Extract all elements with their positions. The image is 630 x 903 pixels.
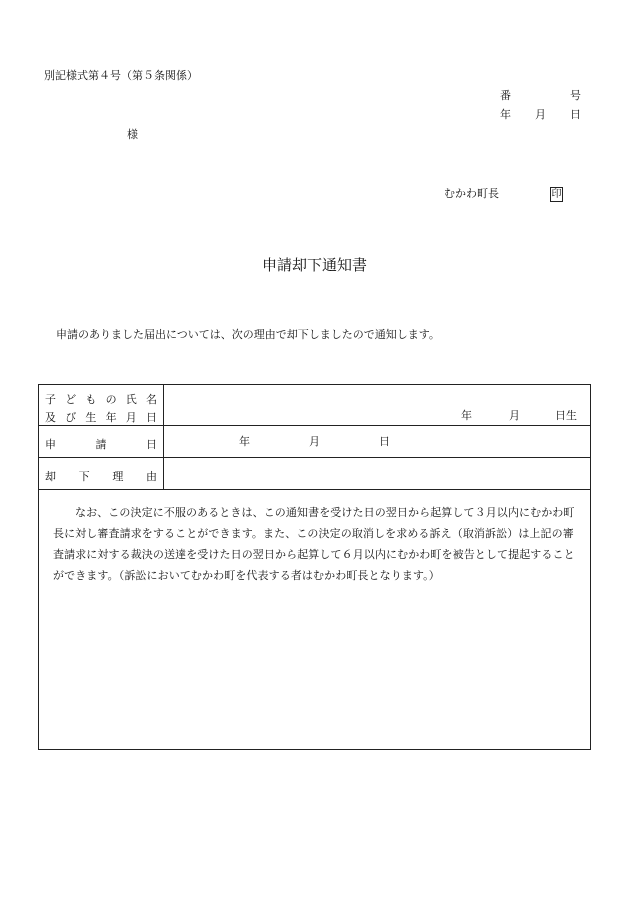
label-char: 請 [95, 438, 107, 451]
intro-text: 申請のありました届出については、次の理由で却下しましたので通知します。 [56, 328, 440, 341]
apply-date-label [45, 436, 157, 452]
doc-number-label: 番 [500, 89, 511, 102]
reason-row [39, 458, 590, 490]
date-day: 日 [570, 108, 581, 121]
label-char: 申 [45, 438, 56, 451]
birth-year: 年 [461, 409, 472, 422]
birth-month: 月 [509, 409, 520, 422]
apply-date-row [39, 426, 590, 458]
label-char: 名 [145, 393, 157, 406]
apply-month: 月 [309, 435, 320, 448]
birth-day: 日生 [555, 409, 577, 422]
label-char: び [65, 411, 77, 424]
label-char: 却 [45, 470, 56, 483]
form-reference: 別記様式第４号（第５条関係） [44, 69, 198, 82]
label-char: 子 [45, 393, 56, 406]
apply-year: 年 [239, 435, 250, 448]
label-char: 理 [112, 470, 124, 483]
label-char: 月 [125, 411, 137, 424]
document-title: 申請却下通知書 [262, 256, 368, 274]
label-char: ど [65, 393, 77, 406]
label-char: 及 [45, 411, 56, 424]
label-char: 生 [85, 411, 97, 424]
date-year: 年 [500, 108, 511, 121]
apply-day: 日 [379, 435, 390, 448]
seal-glyph: 印 [551, 189, 562, 200]
child-name-label [45, 391, 157, 407]
child-name-row [39, 385, 590, 426]
doc-number-suffix: 号 [570, 89, 581, 102]
notice-form-table [38, 384, 591, 750]
issuer-name: むかわ町長 [444, 187, 499, 200]
label-char: 日 [146, 438, 157, 451]
birthdate-label [45, 409, 157, 425]
label-char: 由 [145, 470, 157, 483]
label-char: の [105, 393, 117, 406]
appeal-notice: なお、この決定に不服のあるときは、この通知書を受けた日の翌日から起算して３月以内にむかわ町長に対し審査請求をすることができます。また、この決定の取消しを求める訴え（取消訴訟）は上記の審査請求に対する裁決の送達を受けた日の翌日から起算して６月以内にむかわ町を被告として提起することができます。（訴訟においてむかわ町を代表する者はむかわ町長となります。） [53, 506, 575, 582]
label-char: 年 [105, 411, 117, 424]
label-char: 日 [145, 411, 157, 424]
label-char: も [85, 393, 97, 406]
date-month: 月 [535, 108, 546, 121]
label-char: 下 [78, 470, 90, 483]
addressee-suffix: 様 [127, 128, 138, 141]
label-char: 氏 [125, 393, 137, 406]
seal-mark [550, 187, 563, 202]
reason-label [45, 468, 157, 484]
